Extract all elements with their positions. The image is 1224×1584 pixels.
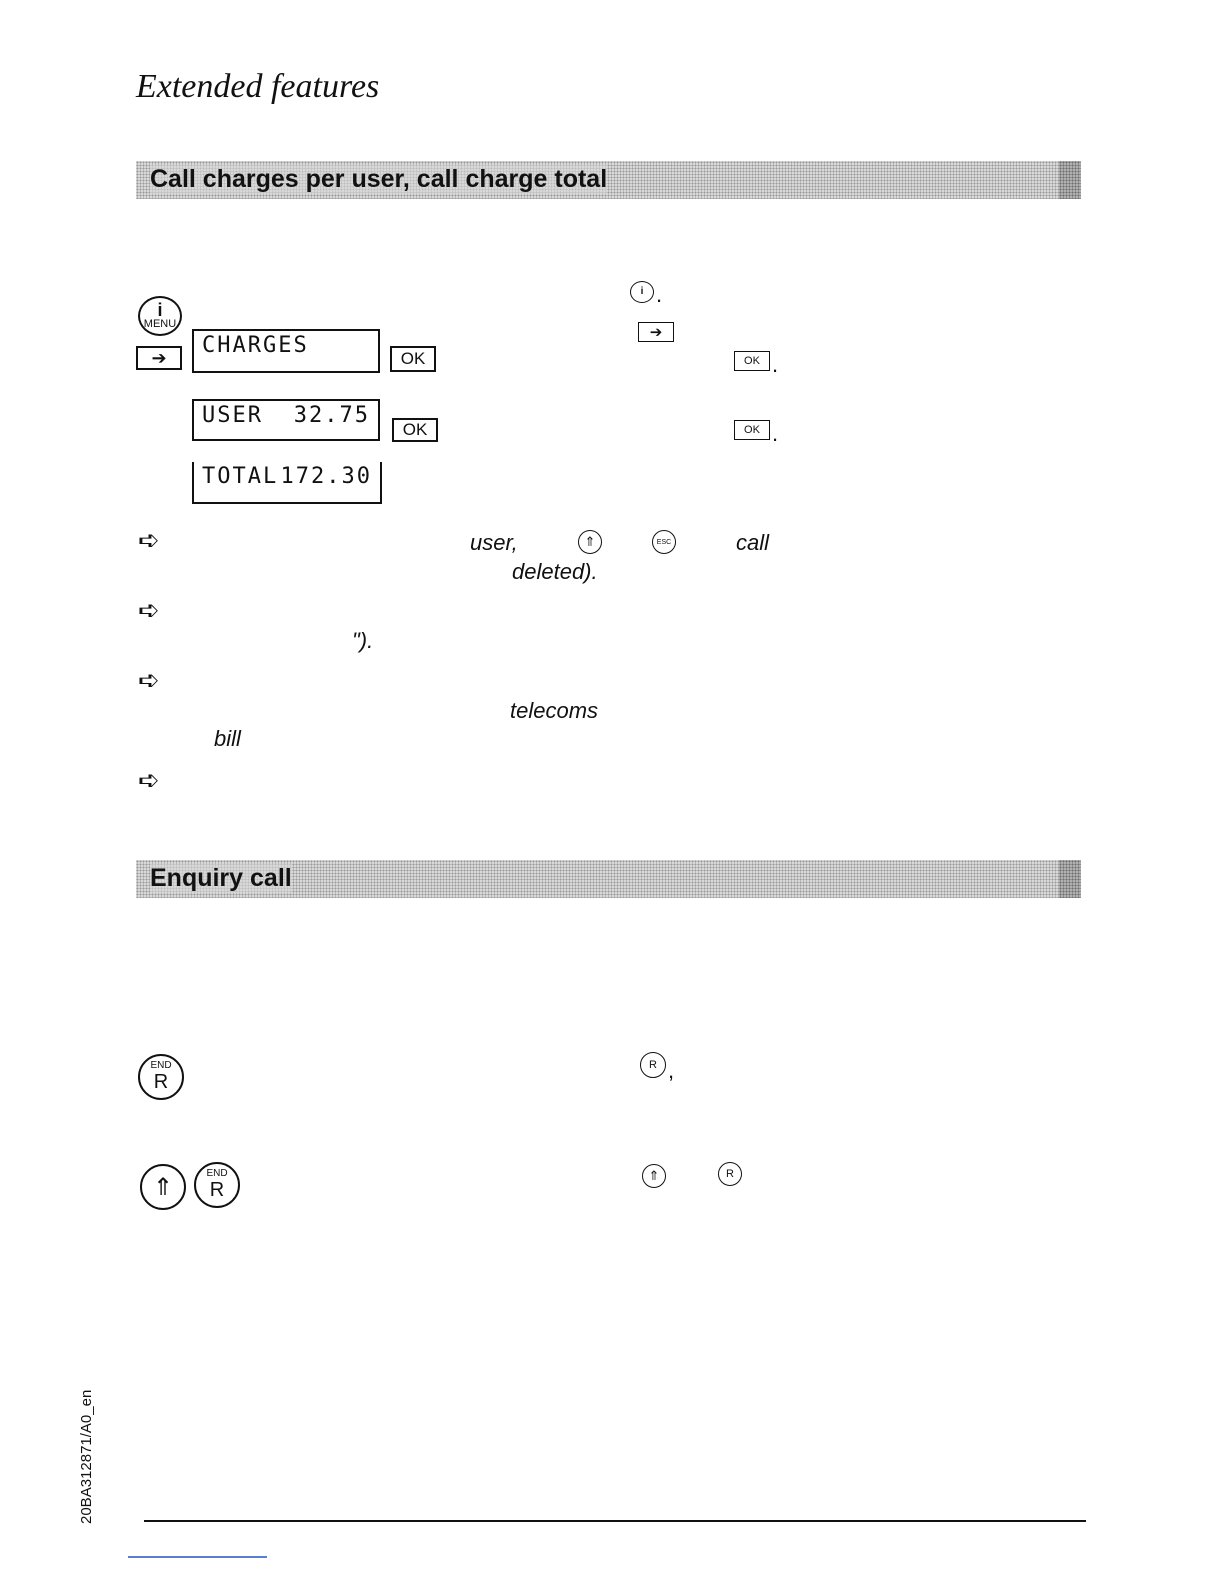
menu-key-bottom: MENU xyxy=(143,318,177,330)
recall-key-top: END xyxy=(206,1168,228,1179)
recall-key-bottom: R xyxy=(209,1179,225,1201)
text-fragment-user: user, xyxy=(470,530,518,555)
display-charges-text: CHARGES xyxy=(202,333,309,358)
arrow-key-small-icon: ➔ xyxy=(638,322,674,342)
recall-key-small-label: R xyxy=(649,1059,657,1071)
note-arrow-icon: ➪ xyxy=(138,596,160,626)
period-mark: . xyxy=(772,421,779,446)
comma-mark: , xyxy=(668,1058,675,1083)
shift-key-icon: ⇑ xyxy=(140,1164,186,1210)
section-title: Enquiry call xyxy=(150,864,292,892)
menu-key-top: i xyxy=(157,300,163,320)
menu-key-small-icon xyxy=(630,281,654,303)
text-fragment-bill: bill xyxy=(214,726,241,751)
escape-key-small-icon: ESC xyxy=(652,530,676,554)
section-title: Call charges per user, call charge total xyxy=(150,165,608,193)
text-fragment-call: call xyxy=(736,530,770,555)
note-arrow-icon: ➪ xyxy=(138,666,160,696)
recall-key-small-icon xyxy=(640,1052,666,1078)
recall-key-bottom: R xyxy=(153,1071,169,1093)
section-header-call-charges xyxy=(136,161,1081,199)
document-code: 20BA312871/A0_en xyxy=(78,1389,95,1524)
ok-key-icon: OK xyxy=(392,418,438,442)
note-arrow-icon: ➪ xyxy=(138,526,160,556)
page-link-underline xyxy=(128,1556,267,1558)
display-user-value: 32.75 xyxy=(293,403,370,428)
page-title: Extended features xyxy=(136,68,380,105)
shift-key-small-icon: ⇑ xyxy=(642,1164,666,1188)
menu-key-small-top: i xyxy=(640,286,644,297)
recall-key-small-label: R xyxy=(726,1168,734,1180)
section-bar-end xyxy=(1059,161,1081,199)
display-total-value: 172.30 xyxy=(280,464,372,489)
section-bar-end xyxy=(1059,860,1081,898)
arrow-key-icon: ➔ xyxy=(136,346,182,370)
display-charges xyxy=(192,329,380,373)
recall-key-icon xyxy=(194,1162,240,1208)
recall-key-small-icon xyxy=(718,1162,742,1186)
footer-rule xyxy=(144,1520,1086,1522)
ok-key-small-icon: OK xyxy=(734,420,770,440)
display-user-label: USER xyxy=(202,403,263,428)
period-mark: . xyxy=(656,282,663,307)
display-user xyxy=(192,399,380,441)
recall-key-top: END xyxy=(150,1060,172,1071)
period-mark: . xyxy=(772,352,779,377)
note-arrow-icon: ➪ xyxy=(138,766,160,796)
text-fragment-telecoms: telecoms xyxy=(510,698,599,723)
shift-key-small-icon: ⇑ xyxy=(578,530,602,554)
display-total-label: TOTAL xyxy=(202,464,279,489)
text-fragment-quote: "). xyxy=(352,628,374,653)
ok-key-icon: OK xyxy=(390,346,436,372)
recall-key-icon xyxy=(138,1054,184,1100)
section-header-enquiry-call xyxy=(136,860,1081,898)
text-fragment-deleted: deleted). xyxy=(512,559,598,584)
ok-key-small-icon: OK xyxy=(734,351,770,371)
display-total xyxy=(192,462,382,504)
menu-key-icon xyxy=(138,296,182,336)
